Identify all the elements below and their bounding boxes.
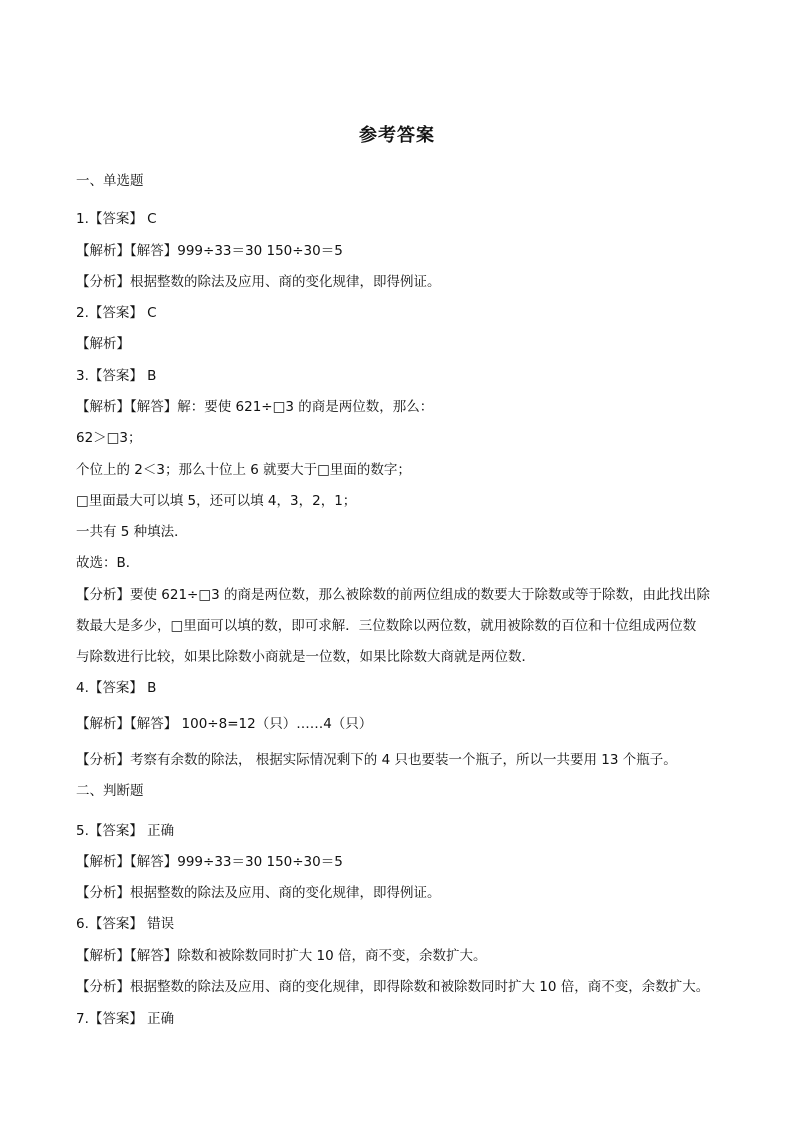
- analysis-line: 【分析】根据整数的除法及应用、商的变化规律，即得除数和被除数同时扩大 10 倍，商不变，余数扩大。: [76, 979, 710, 995]
- analysis-line: 【解析】【解答】 100÷8=12（只）……4（只）: [76, 716, 373, 732]
- analysis-line: 【解析】【解答】999÷33＝30 150÷30＝5: [76, 243, 343, 259]
- answer-line: 6.【答案】 错误: [76, 916, 175, 932]
- answer-line: 3.【答案】 B: [76, 368, 157, 384]
- analysis-line: 个位上的 2＜3；那么十位上 6 就要大于□里面的数字；: [76, 462, 411, 478]
- answer-line: 7.【答案】 正确: [76, 1011, 175, 1027]
- analysis-line: 【分析】要使 621÷□3 的商是两位数，那么被除数的前两位组成的数要大于除数或等于除数，由此找出除: [76, 587, 711, 603]
- analysis-line: 【解析】【解答】除数和被除数同时扩大 10 倍，商不变，余数扩大。: [76, 948, 487, 964]
- analysis-line: 【分析】根据整数的除法及应用、商的变化规律，即得例证。: [76, 274, 441, 290]
- analysis-line: 【解析】: [76, 336, 130, 352]
- answer-line: 2.【答案】 C: [76, 305, 157, 321]
- analysis-line: 62＞□3；: [76, 430, 142, 446]
- answer-line: 1.【答案】 C: [76, 211, 157, 227]
- section-heading-true-false: 二、判断题: [76, 783, 144, 799]
- analysis-line: □里面最大可以填 5，还可以填 4，3，2，1；: [76, 493, 357, 509]
- analysis-line: 【分析】根据整数的除法及应用、商的变化规律，即得例证。: [76, 885, 441, 901]
- page-title: 参考答案: [359, 125, 435, 146]
- section-heading-single-choice: 一、单选题: [76, 173, 144, 189]
- analysis-line: 一共有 5 种填法．: [76, 524, 188, 540]
- analysis-line: 【解析】【解答】解：要使 621÷□3 的商是两位数，那么：: [76, 399, 434, 415]
- analysis-line: 故选：B．: [76, 555, 140, 571]
- answer-line: 4.【答案】 B: [76, 680, 157, 696]
- answer-line: 5.【答案】 正确: [76, 823, 175, 839]
- analysis-line: 数最大是多少，□里面可以填的数，即可求解．三位数除以两位数，就用被除数的百位和十位组成两位数: [76, 618, 697, 634]
- analysis-line: 与除数进行比较，如果比除数小商就是一位数，如果比除数大商就是两位数．: [76, 649, 535, 665]
- analysis-line: 【解析】【解答】999÷33＝30 150÷30＝5: [76, 854, 343, 870]
- analysis-line: 【分析】考察有余数的除法， 根据实际情况剩下的 4 只也要装一个瓶子，所以一共要用 13 个瓶子。: [76, 752, 677, 768]
